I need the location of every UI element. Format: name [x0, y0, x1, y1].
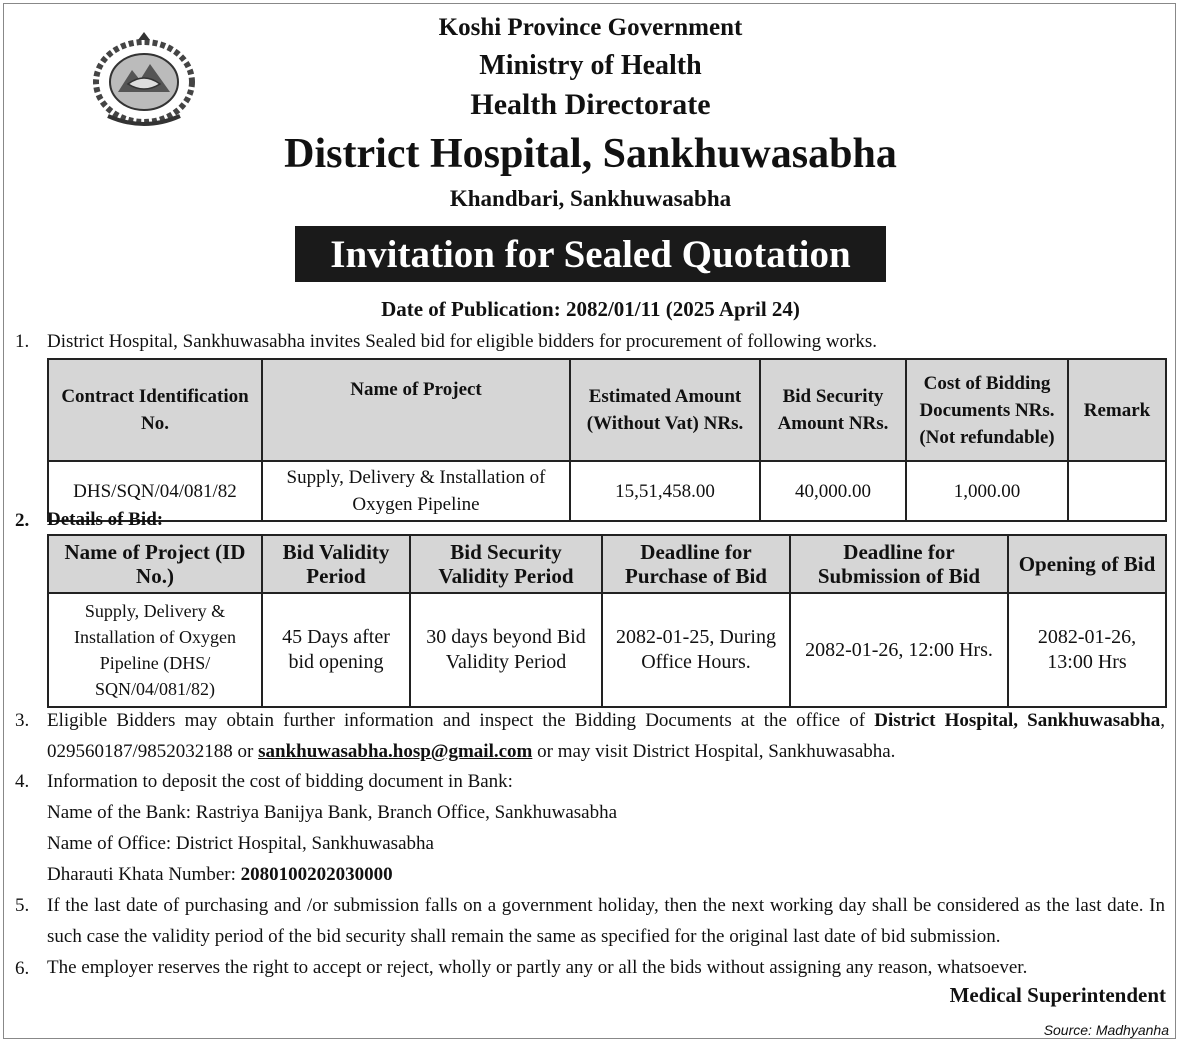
table-cell — [1068, 461, 1166, 521]
table-cell: Supply, Delivery & Installation of Oxygen Pipeline — [262, 461, 570, 521]
header-address: Khandbari, Sankhuwasabha — [449, 186, 732, 211]
item3-office-name: District Hospital, Sankhuwasabha — [874, 710, 1161, 731]
item6-text: The employer reserves the right to accept or reject, wholly or partly any or all the bids without assigning any reason, whatsoever. — [47, 957, 1028, 978]
item-number: 6. — [15, 958, 30, 979]
table-header-cell: Remark — [1068, 359, 1166, 461]
table-cell: 2082-01-26, 13:00 Hrs — [1008, 593, 1166, 707]
header-ministry: Ministry of Health — [479, 50, 702, 81]
item2-text: Details of Bid: — [47, 509, 164, 530]
table-header-cell: Name of Project — [262, 359, 570, 461]
table-header-cell: Bid Security Validity Period — [410, 535, 602, 593]
item3-text — [47, 705, 1165, 767]
publication-date: Date of Publication: 2082/01/11 (2025 April 24) — [381, 297, 800, 321]
table-cell: 45 Days after bid opening — [262, 593, 410, 707]
item3-text-part: or may visit District Hospital, Sankhuwasabha. — [532, 741, 896, 762]
item-number: 3. — [15, 710, 30, 731]
table-header-cell: Contract Identification No. — [48, 359, 262, 461]
item4-office-name: Name of Office: District Hospital, Sankhuwasabha — [47, 833, 434, 854]
source-credit: Source: Madhyanha — [1043, 1022, 1169, 1038]
item-number: 5. — [15, 895, 30, 916]
khata-label: Dharauti Khata Number: — [47, 864, 241, 885]
table-cell: 15,51,458.00 — [570, 461, 760, 521]
table-header-row — [48, 359, 1166, 461]
notice-title-banner: Invitation for Sealed Quotation — [295, 226, 886, 282]
table-header-cell: Estimated Amount (Without Vat) NRs. — [570, 359, 760, 461]
item-number: 1. — [15, 331, 30, 352]
table-cell: DHS/SQN/04/081/82 — [48, 461, 262, 521]
table-cell: 2082-01-25, During Office Hours. — [602, 593, 790, 707]
contract-table — [47, 358, 1167, 522]
header-hospital: District Hospital, Sankhuwasabha — [284, 131, 897, 177]
item1-text: District Hospital, Sankhuwasabha invites Sealed bid for eligible bidders for procurement of following works. — [47, 331, 878, 352]
signatory: Medical Superintendent — [949, 983, 1166, 1007]
table-header-row — [48, 535, 1166, 593]
item4-bank-name: Name of the Bank: Rastriya Banijya Bank, Branch Office, Sankhuwasabha — [47, 802, 618, 823]
khata-value: 2080100202030000 — [240, 864, 393, 885]
item3-text-part: Eligible Bidders may obtain further information and inspect the Bidding Documents at the office of — [47, 710, 875, 731]
table-header-cell: Deadline for Submission of Bid — [790, 535, 1008, 593]
item3-text-part: , 029560187/9852032188 or — [47, 710, 1165, 762]
table-header-cell: Name of Project (ID No.) — [48, 535, 262, 593]
item4-khata-number — [47, 859, 393, 890]
table-header-cell: Cost of Bidding Documents NRs. (Not refundable) — [906, 359, 1068, 461]
item4-line1: Information to deposit the cost of bidding document in Bank: — [47, 771, 513, 792]
contact-email-link[interactable]: sankhuwasabha.hosp@gmail.com — [258, 741, 533, 762]
table-cell: 2082-01-26, 12:00 Hrs. — [790, 593, 1008, 707]
table-header-cell: Deadline for Purchase of Bid — [602, 535, 790, 593]
table-row — [48, 461, 1166, 521]
table-cell: 40,000.00 — [760, 461, 906, 521]
table-cell: Supply, Delivery & Installation of Oxygen Pipeline (DHS/ SQN/04/081/82) — [48, 593, 262, 707]
table-row — [48, 593, 1166, 707]
bid-details-table — [47, 534, 1167, 708]
table-cell: 30 days beyond Bid Validity Period — [410, 593, 602, 707]
item5-text: If the last date of purchasing and /or submission falls on a government holiday, then the next working day shall be considered as the last date. In such case the validity period of the bid security shall remain the same as specified for the original last date of bid submission. — [47, 895, 1165, 947]
table-header-cell: Bid Security Amount NRs. — [760, 359, 906, 461]
table-header-cell: Opening of Bid — [1008, 535, 1166, 593]
item-number: 4. — [15, 771, 30, 792]
table-header-cell: Bid Validity Period — [262, 535, 410, 593]
item-number: 2. — [15, 510, 30, 531]
table-cell: 1,000.00 — [906, 461, 1068, 521]
header-province: Koshi Province Government — [438, 14, 743, 41]
header-directorate: Health Directorate — [470, 88, 711, 121]
